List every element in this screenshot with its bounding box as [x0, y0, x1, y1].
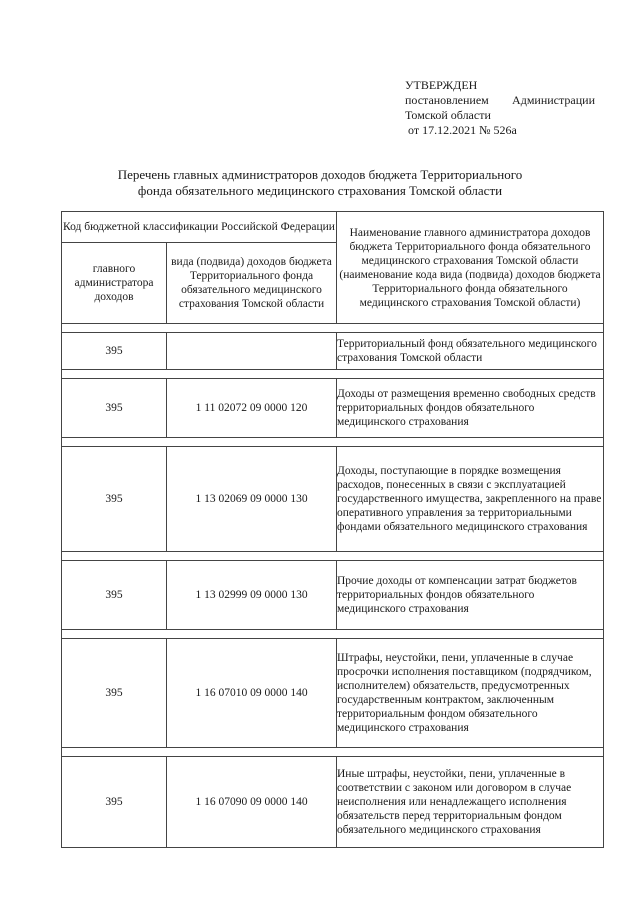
table-row: [62, 561, 604, 630]
cell-name: Иные штрафы, неустойки, пени, уплаченные в соответствии с законом или договором в случае неисполнения или ненадлежащего исполнения обязательств перед территориальным фондом обязательного медицинского страхования: [337, 757, 604, 848]
cell-admin: 395: [62, 447, 167, 552]
approval-line-4: [405, 123, 595, 138]
cell-code: 1 13 02999 09 0000 130: [167, 561, 337, 630]
table-row: [62, 447, 604, 552]
cell-name: Доходы, поступающие в порядке возмещения расходов, понесенных в связи с эксплуатацией государственного имущества, закрепленного на праве оперативного управления за территориальными фондами обязательного медицинского страхования: [337, 447, 604, 552]
cell-code: 1 11 02072 09 0000 120: [167, 379, 337, 438]
approval-line-2: [405, 93, 595, 108]
approval-date: от 17.12.2021 № 526а: [408, 123, 517, 137]
row-gap: [62, 438, 604, 447]
row-gap: [62, 630, 604, 639]
header-classification-code: Код бюджетной классификации Российской Федерации: [62, 212, 337, 243]
approval-line-3: Томской области: [405, 108, 491, 122]
cell-name: Доходы от размещения временно свободных средств территориальных фондов обязательного медицинского страхования: [337, 379, 604, 438]
row-gap: [62, 552, 604, 561]
approval-line-2-right: Администрации: [512, 93, 595, 107]
cell-admin: 395: [62, 379, 167, 438]
header-name: Наименование главного администратора доходов бюджета Территориального фонда обязательного медицинского страхования Томской области (наименование кода вида (подвида) доходов бюджета Территориального фонда обязательного медицинского страхования Томской области): [337, 212, 604, 324]
document-title: [60, 167, 580, 199]
cell-admin: 395: [62, 333, 167, 370]
title-line-2: фонда обязательного медицинского страхования Томской области: [137, 183, 503, 198]
row-gap: [62, 324, 604, 333]
cell-code: 1 13 02069 09 0000 130: [167, 447, 337, 552]
cell-name: Территориальный фонд обязательного медицинского страхования Томской области: [337, 333, 604, 370]
table-row: [62, 757, 604, 848]
approval-line-1: УТВЕРЖДЕН: [405, 78, 478, 92]
table-row: [62, 639, 604, 748]
cell-admin: 395: [62, 561, 167, 630]
cell-admin: 395: [62, 757, 167, 848]
table-row: [62, 333, 604, 370]
revenue-administrators-table: [61, 211, 604, 848]
header-admin: главного администратора доходов: [62, 243, 167, 324]
cell-code: 1 16 07090 09 0000 140: [167, 757, 337, 848]
title-line-1: Перечень главных администраторов доходов бюджета Территориального: [117, 167, 523, 182]
cell-code: [167, 333, 337, 370]
cell-name: Прочие доходы от компенсации затрат бюджетов территориальных фондов обязательного медицинского страхования: [337, 561, 604, 630]
approval-stamp: [405, 78, 595, 138]
approval-line-2-left: постановлением: [405, 93, 489, 107]
row-gap: [62, 370, 604, 379]
row-gap: [62, 748, 604, 757]
header-revenue-code: вида (подвида) доходов бюджета Территориального фонда обязательного медицинского страхования Томской области: [167, 243, 337, 324]
table-row: [62, 379, 604, 438]
cell-code: 1 16 07010 09 0000 140: [167, 639, 337, 748]
cell-name: Штрафы, неустойки, пени, уплаченные в случае просрочки исполнения поставщиком (подрядчиком, исполнителем) обязательств, предусмотренных государственным контрактом, заключенным территориальным фондом обязательного медицинского страхования: [337, 639, 604, 748]
cell-admin: 395: [62, 639, 167, 748]
